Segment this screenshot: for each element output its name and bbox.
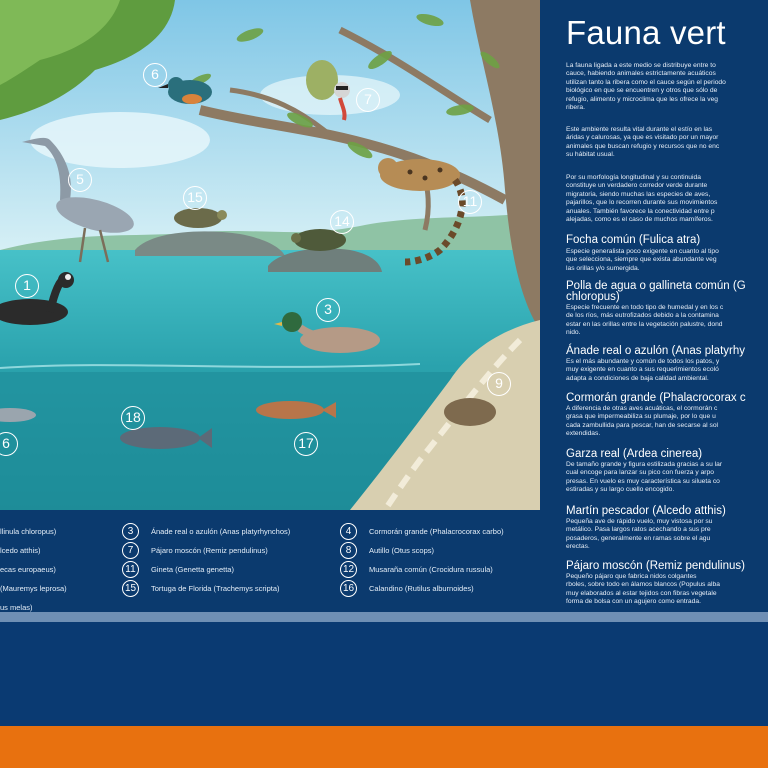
text-line: nido. [566, 329, 581, 337]
text-line: cual encoge para lanzar su pico con fuerza y arpo [566, 469, 714, 477]
legend-number: 7 [122, 542, 139, 559]
legend-number: 3 [122, 523, 139, 540]
text-line: posaderos, generalmente en ramas sobre el agu [566, 534, 711, 542]
text-line: forma de bolsa con un agujero como entrada. [566, 598, 701, 606]
text-line: muy elaborados al estar tejidos con fibras vegetale [566, 589, 717, 597]
legend-text: Musaraña común (Crocidura russula) [369, 564, 493, 574]
text-line: adapta a condiciones de baja calidad ambiental. [566, 374, 709, 382]
legend-text: Ánade real o azulón (Anas platyrhynchos) [151, 526, 291, 536]
legend-number: 4 [340, 523, 357, 540]
text-panel [540, 0, 768, 612]
legend-item [122, 541, 268, 559]
species-description [566, 358, 768, 383]
text-line: erectas. [566, 543, 590, 551]
species-legend [0, 510, 540, 610]
river-scene [0, 0, 540, 510]
text-line: de los ríos, más eutrofizados debido a la contamina [566, 312, 719, 320]
text-line: Especie generalista poco exigente en cuanto al tipo [566, 248, 719, 255]
species-badge: 1 [15, 274, 39, 298]
legend-item [122, 579, 280, 597]
legend-item [0, 522, 56, 540]
footer-band [0, 622, 768, 726]
species-description [566, 518, 768, 552]
text-line: La fauna ligada a este medio se distribuye entre to [566, 62, 716, 69]
text-line: Pequeño pájaro que fabrica nidos colgantes [566, 573, 697, 580]
text-line: estiradas y su largo cuello encogido. [566, 486, 675, 494]
intro-paragraph [566, 126, 768, 160]
species-description [566, 461, 768, 495]
legend-item [0, 560, 56, 578]
species-title: Cormorán grande (Phalacrocorax c [566, 392, 746, 404]
legend-text: ecas europaeus) [0, 564, 56, 574]
text-line: estar en las orillas entre la vegetación palustre, dond [566, 320, 723, 328]
text-line: alejadas, como es el caso de muchos mamíferos. [566, 216, 713, 224]
text-line: Este ambiente resulta vital durante el estío en las [566, 126, 713, 133]
legend-text: Autillo (Otus scops) [369, 545, 435, 555]
legend-number: 15 [122, 580, 139, 597]
text-line: áridas y calurosas, ya que es visitado por un mayor [566, 134, 719, 142]
species-badge: 11 [458, 190, 482, 214]
text-line: Es el más abundante y común de todos los patos, y [566, 358, 720, 365]
text-line: extendidas. [566, 430, 601, 438]
text-line: que selecciona, siempre que exista abundante veg [566, 256, 717, 264]
text-line: su hábitat usual. [566, 151, 615, 159]
species-badge: 14 [330, 210, 354, 234]
legend-item [122, 560, 234, 578]
legend-number: 11 [122, 561, 139, 578]
text-line: rboles, sobre todo en álamos blancos (Populus alba [566, 581, 720, 589]
legend-text: llinula chloropus) [0, 526, 57, 536]
species-badge: 5 [68, 168, 92, 192]
accent-band [0, 726, 768, 768]
text-line: Pequeña ave de rápido vuelo, muy vistosa por su [566, 518, 713, 525]
legend-item [0, 579, 67, 597]
legend-number: 8 [340, 542, 357, 559]
legend-item [340, 522, 504, 540]
text-line: muy exigente en cuanto a sus requerimientos ecoló [566, 366, 719, 374]
text-line: migratoria, siendo muchas las especies de aves, [566, 190, 711, 198]
legend-item [340, 560, 493, 578]
species-title: Martín pescador (Alcedo atthis) [566, 505, 726, 517]
legend-number: 12 [340, 561, 357, 578]
text-line: grasa que impermeabiliza su plumaje, por lo que u [566, 413, 716, 421]
species-title: Ánade real o azulón (Anas platyrhy [566, 345, 745, 357]
legend-item [0, 541, 40, 559]
fauna-illustration [0, 0, 540, 510]
legend-text: (Mauremys leprosa) [0, 583, 67, 593]
species-badge: 6 [0, 432, 18, 456]
species-badge: 15 [183, 186, 207, 210]
species-badge: 6 [143, 63, 167, 87]
legend-item [340, 541, 434, 559]
species-description [566, 304, 768, 338]
species-title: Focha común (Fulica atra) [566, 234, 701, 246]
species-badge: 9 [487, 372, 511, 396]
legend-text: Gineta (Genetta genetta) [151, 564, 234, 574]
species-description [566, 573, 768, 607]
text-line: Especie frecuente en todo tipo de humedal y en los c [566, 304, 724, 311]
divider-band [0, 612, 768, 622]
text-line: cauce, habiendo animales estrictamente acuáticos [566, 70, 716, 78]
text-line: pajarillos, que lo recorren durante sus movimientos [566, 199, 718, 207]
text-line: metálico. Pasa largos ratos acechando a sus pre [566, 526, 711, 534]
species-badge: 18 [121, 406, 145, 430]
text-line: biológico en que se encuentren y otros que sólo de [566, 87, 718, 95]
legend-text: Calandino (Rutilus alburnoides) [369, 583, 474, 593]
text-line: las orillas y/o sumergida. [566, 264, 640, 272]
text-line: A diferencia de otras aves acuáticas, el cormorán c [566, 405, 718, 412]
text-line: refugio, alimento y microclima que les ofrece la veg [566, 95, 719, 103]
text-line: cada zambullida para pescar, han de secarse al sol [566, 421, 719, 429]
species-title: Garza real (Ardea cinerea) [566, 448, 703, 460]
legend-item [122, 522, 290, 540]
species-description [566, 248, 768, 273]
text-line: anuales. También favorece la conectividad entre p [566, 207, 715, 215]
shrew-illustration [444, 398, 496, 426]
legend-text: us melas) [0, 602, 33, 612]
legend-number: 16 [340, 580, 357, 597]
legend-item [340, 579, 474, 597]
text-line: Por su morfología longitudinal y su continuida [566, 174, 701, 181]
text-line: presas. En vuelo es muy característica su silueta co [566, 477, 720, 485]
intro-paragraph [566, 62, 768, 112]
species-badge: 3 [316, 298, 340, 322]
text-line: constituye un verdadero corredor verde durante [566, 182, 708, 190]
text-line: ribera. [566, 104, 585, 112]
species-title: Pájaro moscón (Remiz pendulinus) [566, 560, 745, 572]
text-line: utilizan tanto la ribera como el cauce según el periodo [566, 78, 726, 86]
page-title: Fauna vert [566, 14, 726, 51]
species-badge: 17 [294, 432, 318, 456]
legend-text: lcedo atthis) [0, 545, 41, 555]
intro-paragraph [566, 174, 768, 224]
text-line: animales que buscan refugio y recursos que no enc [566, 142, 720, 150]
text-line: De tamaño grande y figura estilizada gracias a su lar [566, 461, 723, 468]
species-title: Polla de agua o gallineta común (G [566, 280, 746, 292]
legend-text: Tortuga de Florida (Trachemys scripta) [151, 583, 280, 593]
species-title-cont: chloropus) [566, 291, 620, 303]
legend-text: Cormorán grande (Phalacrocorax carbo) [369, 526, 504, 536]
species-badge: 7 [356, 88, 380, 112]
legend-text: Pájaro moscón (Remiz pendulinus) [151, 545, 268, 555]
species-description [566, 405, 768, 439]
